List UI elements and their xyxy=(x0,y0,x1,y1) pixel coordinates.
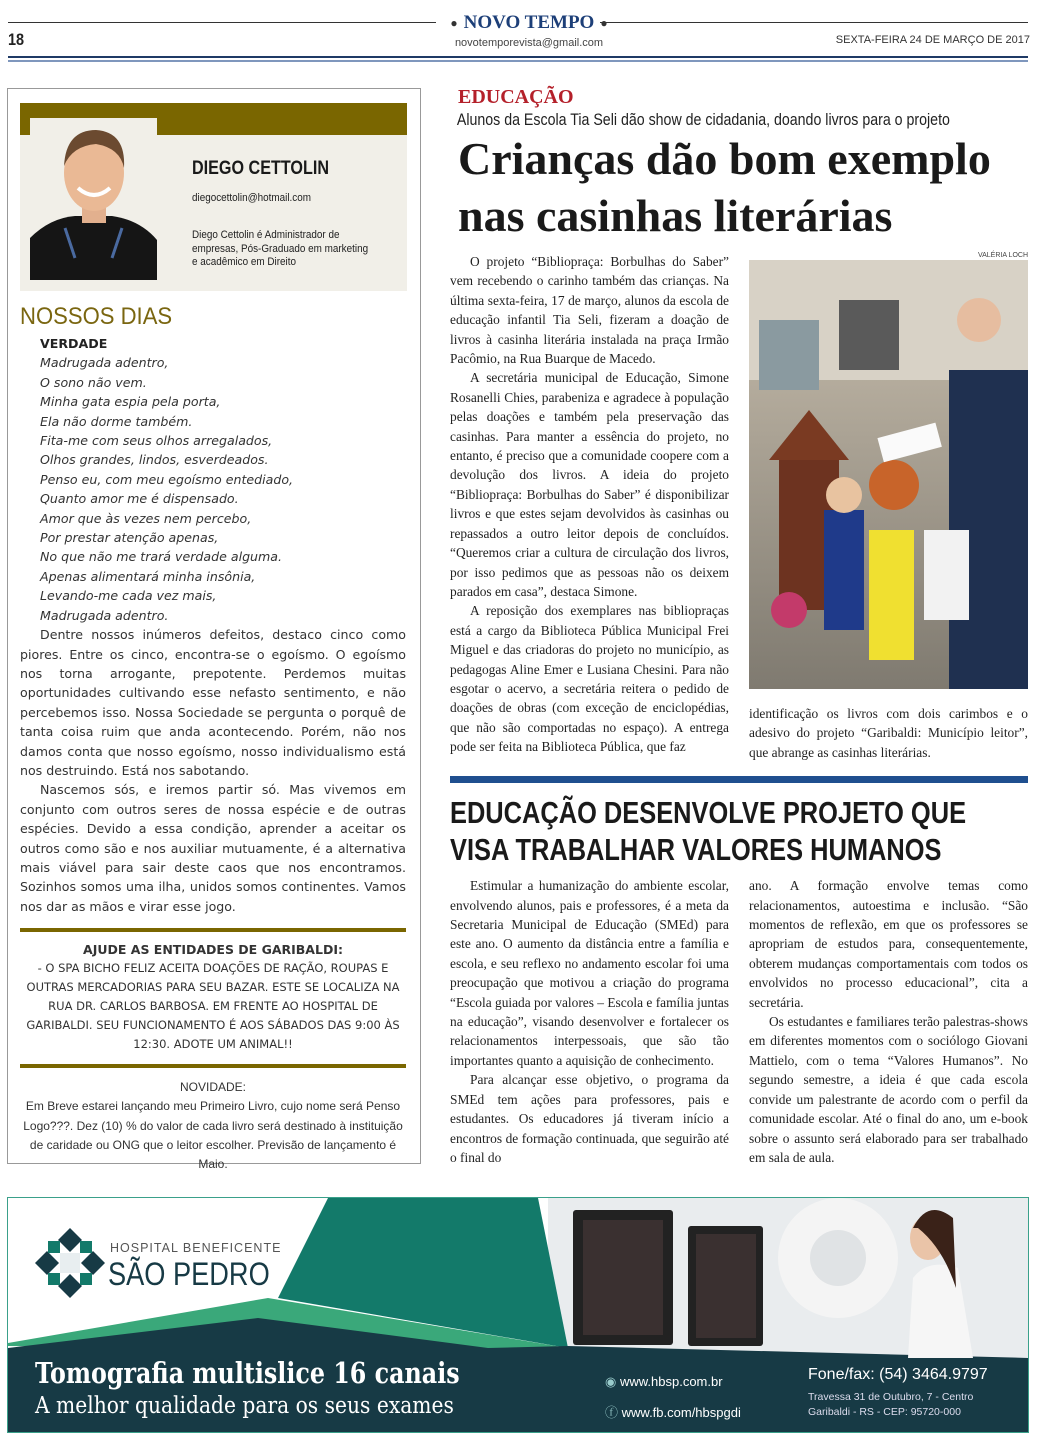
article-column xyxy=(749,876,1028,1167)
header-divider-light xyxy=(8,60,1028,62)
poem-line: Madrugada adentro, xyxy=(40,355,169,371)
article-photo xyxy=(749,260,1028,689)
paragraph: Nascemos sós, e iremos partir só. Mas vivemos em conjunto com outros seres de nossa espécie e de outras espécies. Devido a essa condição, aprender a aceitar os outros como são e nos auxiliar mutuamente, é a alternativa mais viável para sair deste caos que nos encontramos. Sozinhos somos uma ilha, unidos somos continentes. Vamos nos dar as mãos e virar esse jogo. xyxy=(20,782,406,914)
article-subtitle: Alunos da Escola Tia Seli dão show de cidadania, doando livros para o projeto xyxy=(456,111,950,129)
header-email: novotemporevista@gmail.com xyxy=(454,37,604,49)
author-bio: Diego Cettolin é Administrador de empresas, Pós-Graduado em marketing e acadêmico em Direito xyxy=(192,229,369,268)
article-headline: EDUCAÇÃO DESENVOLVE PROJETO QUE VISA TRABALHAR VALORES HUMANOS xyxy=(450,795,967,868)
poem-line: Por prestar atenção apenas, xyxy=(40,530,219,546)
paragraph: A reposição dos exemplares nas bibliopraças está a cargo da Biblioteca Pública Municipal Frei Miguel e das criadoras do projeto no município, as pedagogas Aline Emer e Lusiana Chesini. Para não esgotar o acervo, a secretária reitera o pedido de doações de obras (com exceção de enciclopédias, que não são comportadas no espaço). A entrega pode ser feita na Biblioteca Pública, que faz xyxy=(450,603,729,755)
paragraph: A secretária municipal de Educação, Simone Rosanelli Chies, parabeniza e agradece à população pelas doações e também pela preservação das casinhas. Para manter a essência do projeto, no entanto, é preciso que a comunidade coopere com a devolução dos livros. A ideia do projeto “Bibliopraça: Borbulhas do Saber” é disponibilizar livros e que estes sejam devolvidos às casinhas ou repassados a outro leitor depois de concluídos. “Queremos criar a cultura de circulação dos livros, por isso pedimos que as pessoas não os deixem parados em casa”, destaca Simone. xyxy=(450,370,729,599)
section-divider xyxy=(450,776,1028,783)
ad-subtagline: A melhor qualidade para os seus exames xyxy=(35,1393,454,1419)
org-label: HOSPITAL BENEFICENTE xyxy=(110,1241,282,1255)
article-column xyxy=(450,876,729,1167)
paragraph: Dentre nossos inúmeros defeitos, destaco cinco como piores. Entre os cinco, encontra-se o egoísmo. O egoísmo nos torna arrogante, prepotente. Perdemos muitas oportunidades cultivando esse nefasto sentimento, e não percebemos isso. Nossa Sociedade se pergunta o porquê de tanta coisa ruim que anda acontecendo. Porém, não nos damos conta que nosso egoísmo, nosso individualismo está nos destruindo. Está nos sabotando. xyxy=(20,627,406,778)
author-photo xyxy=(30,118,157,280)
help-text: - O SPA BICHO FELIZ ACEITA DOAÇÕES DE RAÇÃO, ROUPAS E OUTRAS MERCADORIAS PARA SEU BAZAR. ESTE SE LOCALIZA NA RUA DR. CARLOS BARBOSA. EM FRENTE AO HOSPITAL DE GARIBALDI. SEU FUNCIONAMENTO É AOS SÁBADOS DAS 9:00 ÀS 12:30. ADOTE UM ANIMAL!! xyxy=(26,961,400,1052)
ad-city: Garibaldi - RS - CEP: 95720-000 xyxy=(808,1406,961,1418)
poem-line: Apenas alimentará minha insônia, xyxy=(40,568,256,584)
facebook-link[interactable] xyxy=(605,1402,741,1421)
article-headline: Crianças dão bom exemplo nas casinhas literárias xyxy=(458,133,991,241)
poem-line: Quanto amor me é dispensado. xyxy=(40,491,239,507)
author-name: DIEGO CETTOLIN xyxy=(192,158,329,179)
brand-name: NOVO TEMPO xyxy=(463,12,595,33)
article-body xyxy=(450,876,1028,1167)
poem-line: Amor que às vezes nem percebo, xyxy=(40,510,252,526)
paragraph: ano. A formação envolve temas como relacionamentos, autoestima e inclusão. “São momentos de reflexão, em que os professores se apropriam de estudos para, consequentemente, obterem mudanças comportamentais com todos os envolvidos no processo educacional”, cita a secretária. xyxy=(749,878,1028,1010)
poem-title: VERDADE xyxy=(40,336,108,351)
articles xyxy=(450,84,1028,1167)
poem-line: O sono não vem. xyxy=(40,374,147,390)
poem-line: Ela não dorme também. xyxy=(40,413,193,429)
hospital-advertisement[interactable] xyxy=(7,1197,1029,1433)
section-divider xyxy=(20,928,406,932)
article-body xyxy=(450,252,1028,762)
poem xyxy=(40,334,406,625)
paragraph: Para alcançar esse objetivo, o programa da SMEd tem ações para professores, pais e estudantes. Os educadores já tiveram início a encontros de formação continuada, que seguirão até o final do xyxy=(450,1072,729,1165)
poem-line: Fita-me com seus olhos arregalados, xyxy=(40,433,273,449)
section-divider xyxy=(20,1064,406,1068)
website-text: www.hbsp.com.br xyxy=(619,1374,723,1389)
ad-address: Travessa 31 de Outubro, 7 - Centro xyxy=(808,1391,974,1403)
org-name: SÃO PEDRO xyxy=(108,1256,270,1292)
header-divider xyxy=(8,56,1028,58)
facebook-text: www.fb.com/hbspgdi xyxy=(621,1405,741,1420)
page-number: 18 xyxy=(8,30,25,49)
column-content xyxy=(20,303,406,1175)
ad-tagline: Tomografia multislice 16 canais xyxy=(35,1356,460,1390)
paragraph: O projeto “Bibliopraça: Borbulhas do Saber” vem recebendo o carinho também das crianças. Na última sexta-feira, 17 de março, alunos da escola de educação infantil Tia Seli, fizeram a doação de livros à casinha literária instalada na praça Irmão Pacômio, na Rua Buarque de Macedo. xyxy=(450,254,729,367)
paragraph: Os estudantes e familiares terão palestras-shows em diferentes momentos com o sociólogo Giovani Mattielo, com o tema “Valores Humanos”. No segundo semestre, a ideia é que cada escola convide um palestrante de acordo com o perfil da comunidade escolar. Até o final do ano, um e-book sobre o assunto será elaborado para ser trabalhado em sala de aula. xyxy=(749,1014,1028,1165)
paragraph: identificação os livros com dois carimbos e o adesivo do projeto “Garibaldi: Município leitor”, que abrange as casinhas literárias. xyxy=(749,706,1028,760)
help-box xyxy=(20,940,406,1054)
poem-line: No que não me trará verdade alguma. xyxy=(40,549,283,565)
article-column xyxy=(749,252,1028,762)
header-date: SEXTA-FEIRA 24 DE MARÇO DE 2017 xyxy=(835,34,1030,46)
column-title: NOSSOS DIAS xyxy=(20,303,173,330)
news-text: Em Breve estarei lançando meu Primeiro Livro, cujo nome será Penso Logo???. Dez (10) % do valor de cada livro será destinado à instituição de caridade ou ONG que o leitor escolher. Previsão de lançamento é Maio. xyxy=(23,1099,403,1172)
facebook-icon: ⓕ xyxy=(605,1405,622,1420)
news-box xyxy=(20,1078,406,1174)
news-title: NOVIDADE: xyxy=(179,1080,246,1095)
paragraph: Estimular a humanização do ambiente escolar, envolvendo alunos, pais e professores, é a meta da Secretaria Municipal de Educação (SMEd) para este ano. O aumento da distância entre a família e escola, e seu reflexo no andamento escolar foi uma preocupação que motivou a criação do programa “Escola guiada por valores – Escola e família juntas na educação”, visando desenvolver e fortalecer os relacionamentos interpessoais, que são tão importantes quanto a aquisição de conhecimento. xyxy=(450,878,729,1068)
author-email[interactable]: diegocettolin@hotmail.com xyxy=(192,192,312,204)
poem-line: Levando-me cada vez mais, xyxy=(40,588,217,604)
poem-line: Madrugada adentro. xyxy=(40,607,169,623)
poem-line: Olhos grandes, lindos, esverdeados. xyxy=(40,452,269,468)
column-body xyxy=(20,625,406,916)
section-kicker: EDUCAÇÃO xyxy=(458,86,574,108)
website-link[interactable] xyxy=(605,1374,723,1390)
help-title: AJUDE AS ENTIDADES DE GARIBALDI: xyxy=(83,942,343,958)
poem-line: Penso eu, com meu egoísmo entediado, xyxy=(40,471,294,487)
article-column xyxy=(450,252,729,757)
photo-credit: VALÉRIA LOCH xyxy=(977,252,1028,259)
ad-phone: Fone/fax: (54) 3464.9797 xyxy=(808,1366,988,1383)
globe-icon: ◉ xyxy=(605,1374,620,1389)
poem-line: Minha gata espia pela porta, xyxy=(40,394,221,410)
masthead: ● NOVO TEMPO ● xyxy=(450,12,608,33)
